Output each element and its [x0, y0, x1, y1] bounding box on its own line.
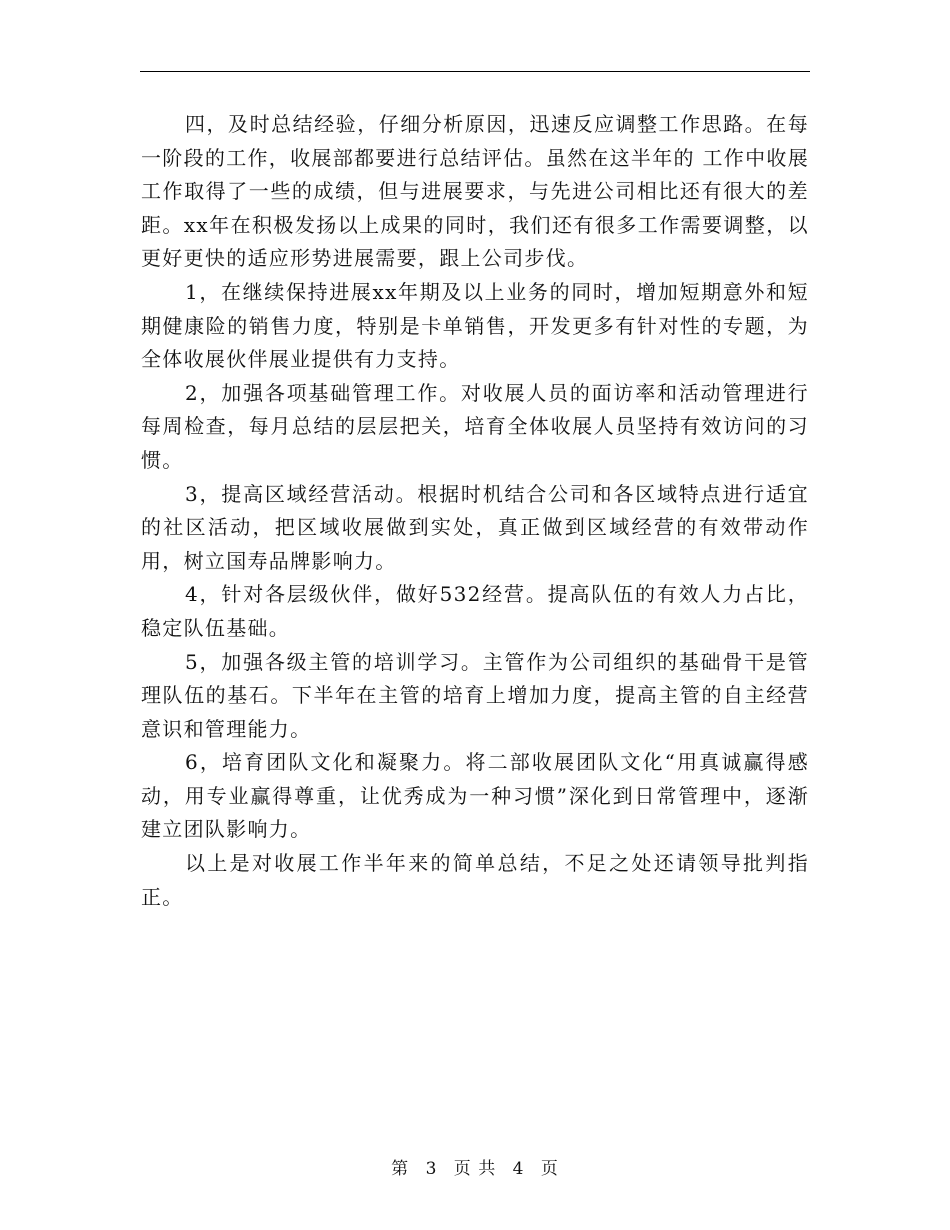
paragraph-item-2: 2，加强各项基础管理工作。对收展人员的面访率和活动管理进行每周检查，每月总结的层层把关，培育全体收展人员坚持有效访问的习惯。 [141, 380, 809, 472]
paragraph-item-6: 6，培育团队文化和凝聚力。将二部收展团队文化“用真诚赢得感动，用专业赢得尊重，让优秀成为一种习惯”深化到日常管理中，逐渐建立团队影响力。 [141, 750, 809, 842]
paragraph-summary-experience: 四，及时总结经验，仔细分析原因，迅速反应调整工作思路。在每一阶段的工作，收展部都要进行总结评估。虽然在这半年的 工作中收展工作取得了一些的成绩，但与进展要求，与先进公司相比还有很大的差距。xx年在积极发扬以上成果的同时，我们还有很多工作需要调整，以更好更快的适应形势进展需要，跟上公司步伐。 [141, 112, 809, 271]
total-page-count: 4 [512, 1159, 525, 1179]
current-page-number: 3 [425, 1159, 438, 1179]
paragraph-item-1: 1，在继续保持进展xx年期及以上业务的同时，增加短期意外和短期健康险的销售力度，特别是卡单销售，开发更多有针对性的专题，为全体收展伙伴展业提供有力支持。 [141, 279, 809, 372]
paragraph-item-5: 5，加强各级主管的培训学习。主管作为公司组织的基础骨干是管理队伍的基石。下半年在主管的培育上增加力度，提高主管的自主经营意识和管理能力。 [141, 649, 809, 741]
paragraph-item-3: 3，提高区域经营活动。根据时机结合公司和各区域特点进行适宜的社区活动，把区域收展做到实处，真正做到区域经营的有效带动作用，树立国寿品牌影响力。 [141, 481, 809, 573]
paragraph-closing: 以上是对收展工作半年来的简单总结，不足之处还请领导批判指正。 [141, 851, 809, 909]
paragraph-item-4: 4，针对各层级伙伴，做好532经营。提高队伍的有效人力占比，稳定队伍基础。 [141, 582, 809, 640]
footer-suffix: 页 [540, 1159, 559, 1179]
page-footer [0, 1154, 950, 1179]
footer-middle: 页 共 [453, 1159, 497, 1179]
header-rule [140, 71, 810, 72]
footer-prefix: 第 [391, 1159, 410, 1179]
document-body [141, 108, 809, 914]
